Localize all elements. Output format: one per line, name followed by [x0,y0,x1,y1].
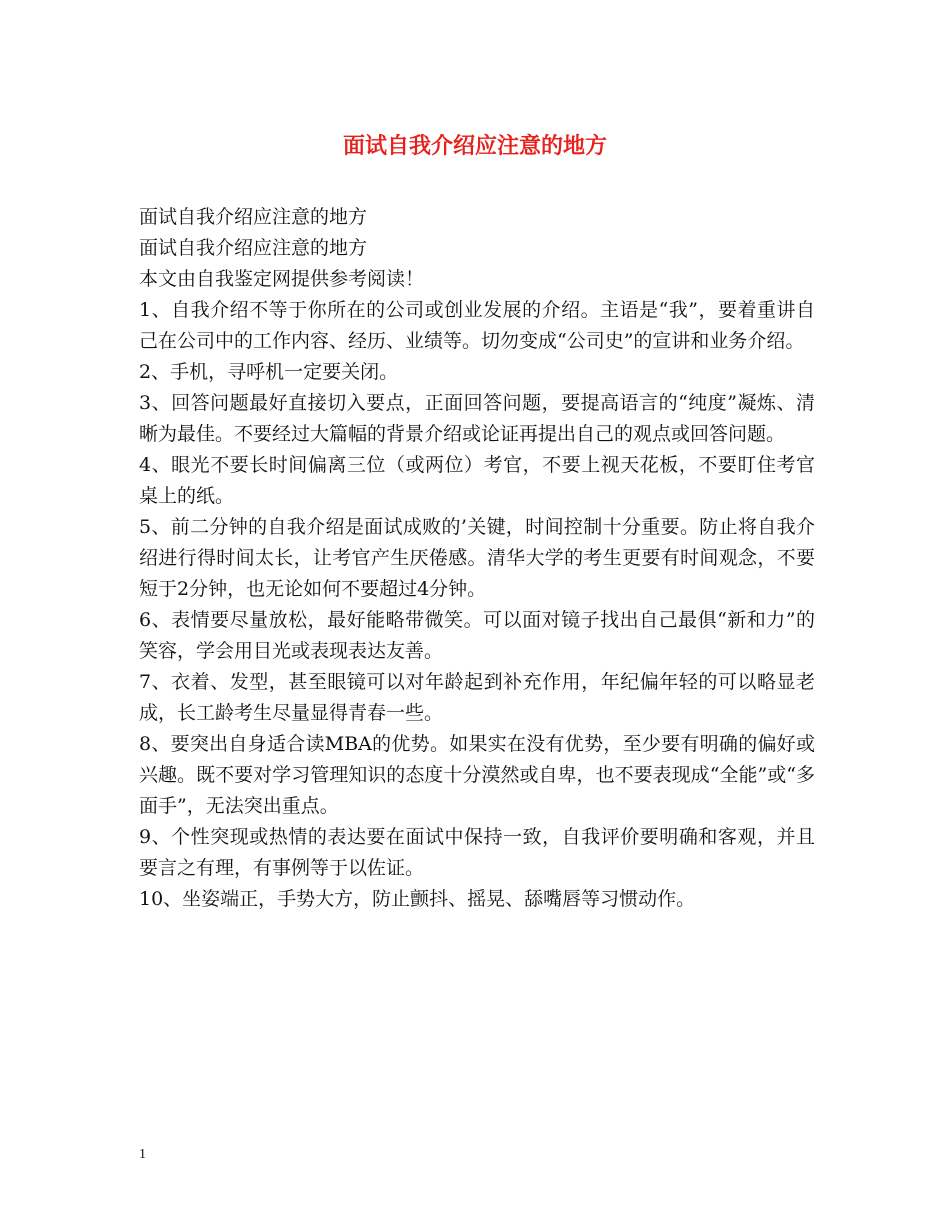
paragraph-item-2: 2、手机，寻呼机一定要关闭。 [139,361,399,383]
paragraph-item-3: 3、回答问题最好直接切入要点，正面回答问题，要提高语言的“纯度”凝炼、清晰为最佳。不要经过大篇幅的背景介绍或论证再提出自己的观点或回答问题。 [139,392,815,445]
document-title: 面试自我介绍应注意的地方 [342,133,607,159]
paragraph-subtitle-1: 面试自我介绍应注意的地方 [139,206,368,228]
paragraph-item-5: 5、前二分钟的自我介绍是面试成败的’关键，时间控制十分重要。防止将自我介绍进行得时间太长，让考官产生厌倦感。清华大学的考生更要有时间观念，不要短于2分钟，也无论如何不要超过4分钟。 [139,516,815,600]
paragraph-item-10: 10、坐姿端正，手势大方，防止颤抖、摇晃、舔嘴唇等习惯动作。 [139,888,696,910]
paragraph-item-8: 8、要突出自身适合读MBA的优势。如果实在没有优势，至少要有明确的偏好或兴趣。既不要对学习管理知识的态度十分漠然或自卑，也不要表现成“全能”或“多面手”，无法突出重点。 [139,733,815,817]
paragraph-item-1: 1、自我介绍不等于你所在的公司或创业发展的介绍。主语是“我”，要着重讲自己在公司中的工作内容、经历、业绩等。切勿变成“公司史”的宣讲和业务介绍。 [139,299,815,352]
paragraph-source-note: 本文由自我鉴定网提供参考阅读！ [139,268,425,290]
page-number: 1 [139,1147,146,1162]
paragraph-item-6: 6、表情要尽量放松，最好能略带微笑。可以面对镜子找出自己最俱“新和力”的笑容，学会用目光或表现表达友善。 [139,609,815,662]
paragraph-item-7: 7、衣着、发型，甚至眼镜可以对年龄起到补充作用，年纪偏年轻的可以略显老成，长工龄考生尽量显得青春一些。 [139,671,815,724]
document-body [139,202,815,915]
paragraph-subtitle-2: 面试自我介绍应注意的地方 [139,237,368,259]
paragraph-item-4: 4、眼光不要长时间偏离三位（或两位）考官，不要上视天花板，不要盯住考官桌上的纸。 [139,454,815,507]
paragraph-item-9: 9、个性突现或热情的表达要在面试中保持一致，自我评价要明确和客观，并且要言之有理，有事例等于以佐证。 [139,826,815,879]
